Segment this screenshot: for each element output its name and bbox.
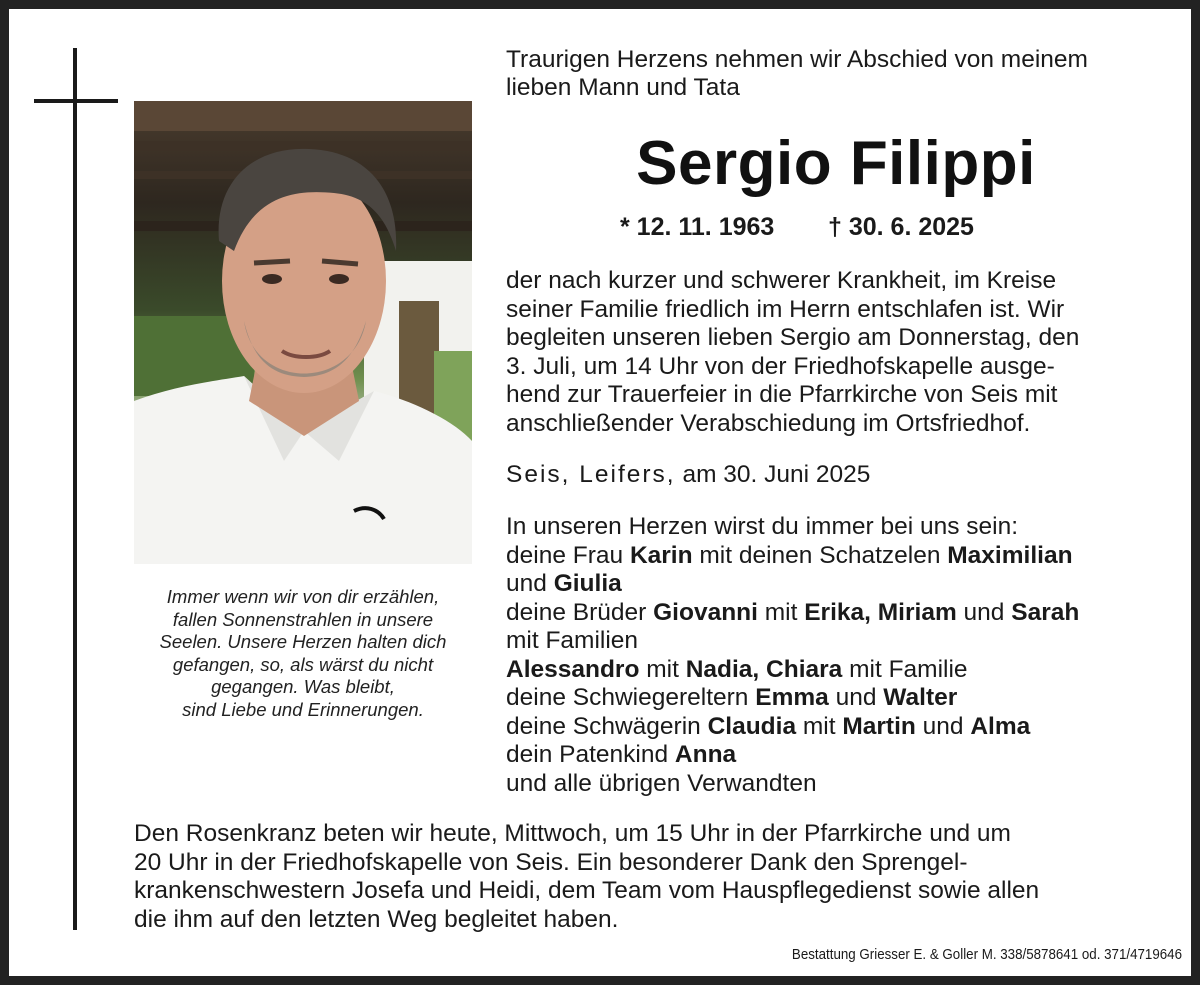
funeral-home-footer: Bestattung Griesser E. & Goller M. 338/5878641 od. 371/4719646: [791, 947, 1182, 963]
family-member-name: Emma: [755, 684, 829, 711]
family-text: deine Brüder: [506, 598, 654, 626]
body-line: der nach kurzer und schwerer Krankheit, im Kreise: [506, 267, 1057, 294]
body-line: hend zur Trauerfeier in die Pfarrkirche von Seis mit: [506, 381, 1058, 409]
closing-line: 20 Uhr in der Friedhofskapelle von Seis. Ein besonderer Dank den Sprengel-: [134, 848, 968, 876]
family-member-name: Walter: [883, 684, 958, 711]
family-member-name: Giulia: [553, 570, 622, 597]
body-line: seiner Familie friedlich im Herrn entschlafen ist. Wir: [506, 295, 1065, 323]
family-member-name: Nadia, Chiara: [685, 655, 843, 683]
family-line: [506, 656, 1186, 685]
family-text: und: [506, 570, 554, 597]
place-and-date: [506, 461, 1170, 489]
family-line: [506, 770, 1186, 799]
quote-line: gefangen, so, als wärst du nicht: [172, 653, 434, 675]
family-member-name: Maximilian: [947, 541, 1073, 569]
death-date: † 30. 6. 2025: [828, 213, 974, 241]
family-line: [506, 599, 1186, 628]
family-member-name: Anna: [674, 741, 737, 768]
cross-horizontal-bar: [34, 99, 118, 103]
family-member-name: Martin: [842, 712, 916, 740]
family-member-name: Sarah: [1011, 598, 1080, 626]
portrait-illustration: [134, 101, 472, 564]
family-text: mit Familie: [842, 655, 968, 683]
family-text: deine Frau: [506, 541, 630, 569]
family-text: deine Schwiegereltern: [506, 684, 756, 711]
family-line: [506, 542, 1186, 571]
family-member-name: Giovanni: [653, 598, 758, 626]
family-text: mit deinen Schatzelen: [692, 541, 948, 569]
family-member-name: Erika, Miriam: [804, 598, 957, 626]
family-line: [506, 684, 1186, 713]
family-member-name: Karin: [629, 541, 693, 569]
memorial-quote: [134, 586, 472, 721]
family-list: [506, 513, 1186, 798]
quote-line: fallen Sonnenstrahlen in unsere: [172, 608, 434, 630]
closing-line: die ihm auf den letzten Weg begleitet haben.: [134, 905, 619, 933]
body-line: begleiten unseren lieben Sergio am Donnerstag, den: [506, 324, 1080, 352]
family-line: [506, 627, 1186, 656]
closing-text: [134, 820, 1168, 934]
family-text: deine Schwägerin: [506, 712, 708, 740]
family-line: [506, 513, 1186, 542]
quote-line: Immer wenn wir von dir erzählen,: [166, 586, 440, 607]
body-line: anschließender Verabschiedung im Ortsfriedhof.: [506, 409, 1031, 437]
family-text: mit: [757, 598, 805, 626]
closing-line: krankenschwestern Josefa und Heidi, dem Team vom Hauspflegedienst sowie allen: [134, 877, 1040, 905]
family-text: dein Patenkind: [506, 741, 675, 768]
family-text: In unseren Herzen wirst du immer bei uns sein:: [506, 513, 1018, 540]
place-names: Seis, Leifers,: [506, 461, 676, 488]
family-text: und: [956, 598, 1012, 626]
birth-date: * 12. 11. 1963: [620, 213, 775, 241]
family-text: mit: [639, 655, 686, 683]
cross-vertical-bar: [73, 48, 77, 930]
notice-body: [506, 267, 1170, 439]
family-text: mit: [796, 712, 843, 740]
quote-line: gegangen. Was bleibt,: [211, 676, 395, 697]
family-line: [506, 741, 1186, 770]
family-member-name: Alessandro: [506, 655, 640, 683]
intro-line: Traurigen Herzens nehmen wir Abschied von meinem: [506, 46, 1088, 73]
body-line: 3. Juli, um 14 Uhr von der Friedhofskapelle ausge-: [506, 352, 1055, 380]
closing-line: Den Rosenkranz beten wir heute, Mittwoch, um 15 Uhr in der Pfarrkirche und um: [134, 820, 1011, 847]
family-member-name: Claudia: [707, 712, 797, 740]
quote-line: sind Liebe und Erinnerungen.: [182, 698, 424, 720]
quote-line: Seelen. Unsere Herzen halten dich: [159, 631, 447, 652]
intro-text: [506, 46, 1176, 102]
family-member-name: Alma: [970, 712, 1031, 740]
intro-line: lieben Mann und Tata: [506, 74, 740, 101]
family-text: mit Familien: [506, 627, 639, 654]
family-text: und: [915, 712, 971, 740]
family-line: [506, 570, 1186, 599]
family-text: und: [828, 684, 884, 711]
portrait-photo: [134, 101, 472, 564]
family-text: und alle übrigen Verwandten: [506, 769, 817, 797]
place-date: am 30. Juni 2025: [682, 461, 871, 488]
deceased-name: Sergio Filippi: [636, 129, 1036, 198]
family-line: [506, 713, 1186, 742]
